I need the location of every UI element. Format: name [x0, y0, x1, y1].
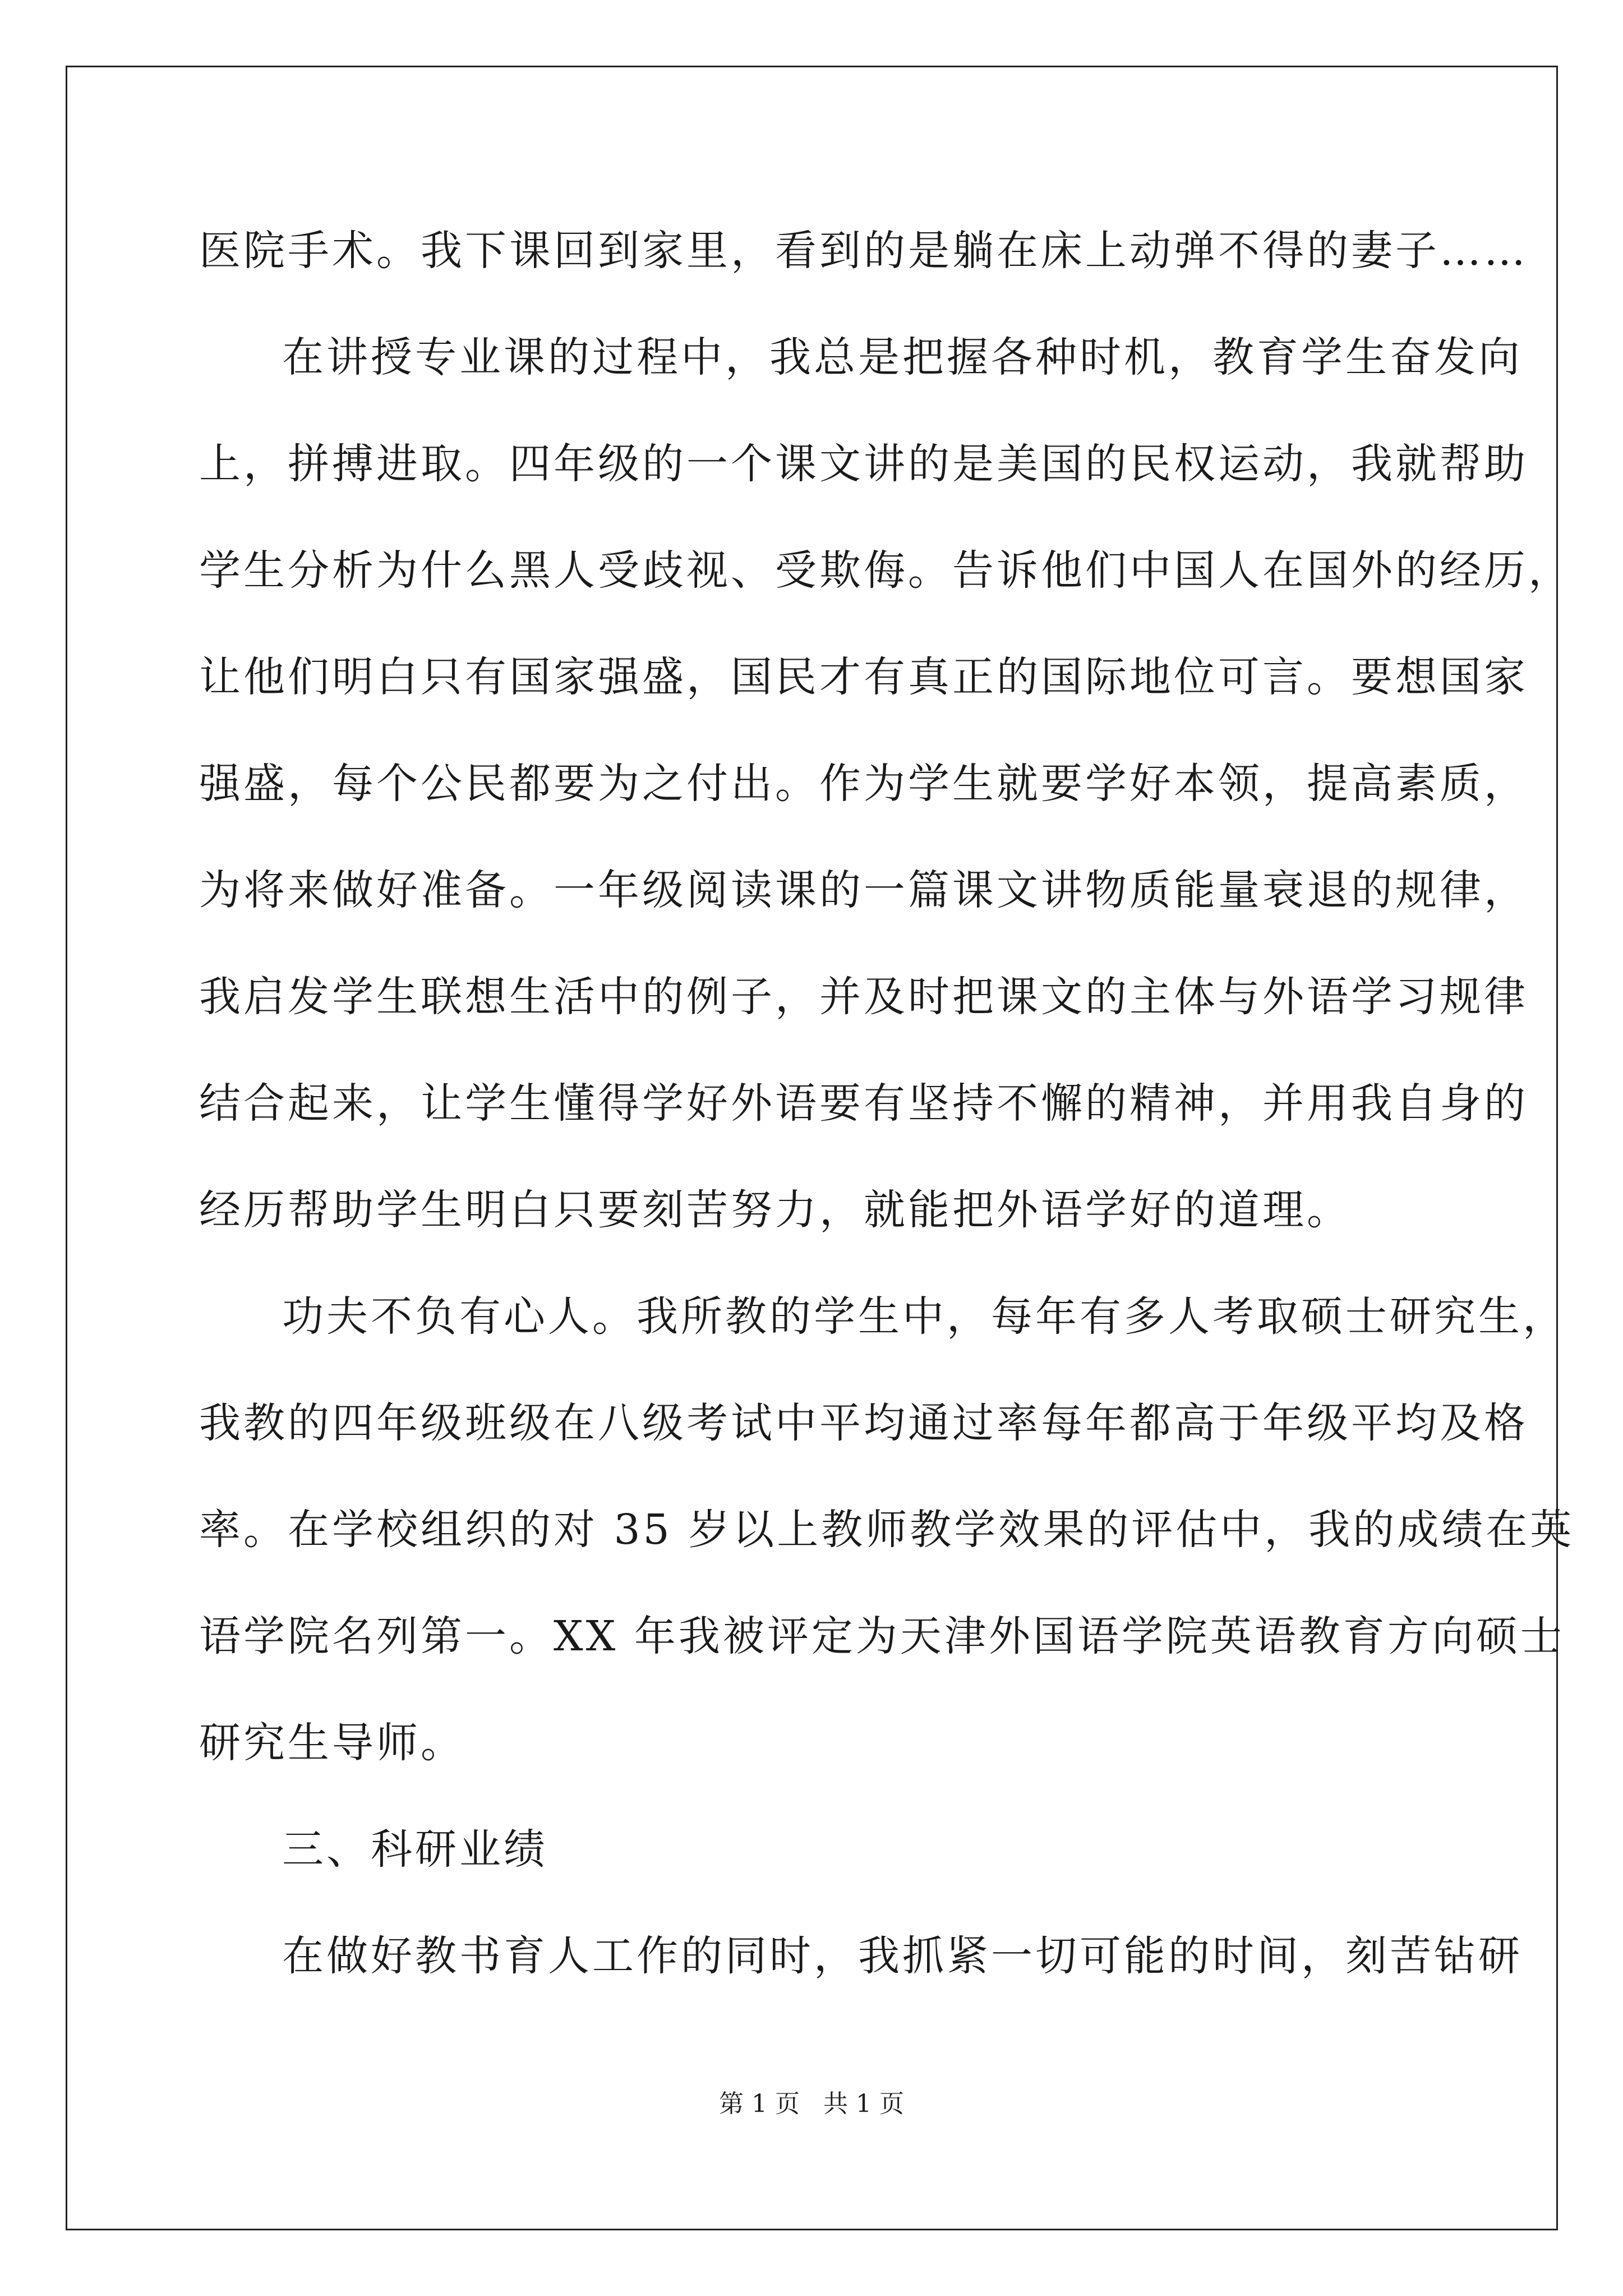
text-line: 研究生导师。 — [199, 1719, 465, 1767]
page-border — [66, 66, 1558, 2230]
text-line: 医院手术。我下课回到家里，看到的是躺在床上动弹不得的妻子…… — [199, 227, 1528, 275]
section-heading: 三、科研业绩 — [282, 1825, 548, 1874]
text-line: 结合起来，让学生懂得学好外语要有坚持不懈的精神，并用我自身的 — [199, 1079, 1528, 1128]
text-line: 让他们明白只有国家强盛，国民才有真正的国际地位可言。要想国家 — [199, 653, 1528, 701]
text-line: 率。在学校组织的对 35 岁以上教师教学效果的评估中，我的成绩在英 — [199, 1506, 1575, 1554]
text-line: 功夫不负有心人。我所教的学生中，每年有多人考取硕士研究生， — [282, 1292, 1567, 1341]
text-line: 经历帮助学生明白只要刻苦努力，就能把外语学好的道理。 — [199, 1186, 1351, 1234]
page-footer: 第 1 页 共 1 页 — [719, 2090, 904, 2118]
text-line: 我启发学生联想生活中的例子，并及时把课文的主体与外语学习规律 — [199, 973, 1528, 1021]
text-line: 学生分析为什么黑人受歧视、受欺侮。告诉他们中国人在国外的经历， — [199, 546, 1573, 595]
text-line: 语学院名列第一。XX 年我被评定为天津外国语学院英语教育方向硕士 — [199, 1612, 1565, 1660]
text-line: 在讲授专业课的过程中，我总是把握各种时机，教育学生奋发向 — [282, 333, 1523, 381]
text-line: 上，拼搏进取。四年级的一个课文讲的是美国的民权运动，我就帮助 — [199, 440, 1528, 488]
text-line: 强盛，每个公民都要为之付出。作为学生就要学好本领，提高素质， — [199, 760, 1528, 808]
text-line: 在做好教书育人工作的同时，我抓紧一切可能的时间，刻苦钻研 — [282, 1932, 1523, 1980]
text-line: 为将来做好准备。一年级阅读课的一篇课文讲物质能量衰退的规律， — [199, 866, 1528, 914]
text-line: 我教的四年级班级在八级考试中平均通过率每年都高于年级平均及格 — [199, 1399, 1528, 1447]
